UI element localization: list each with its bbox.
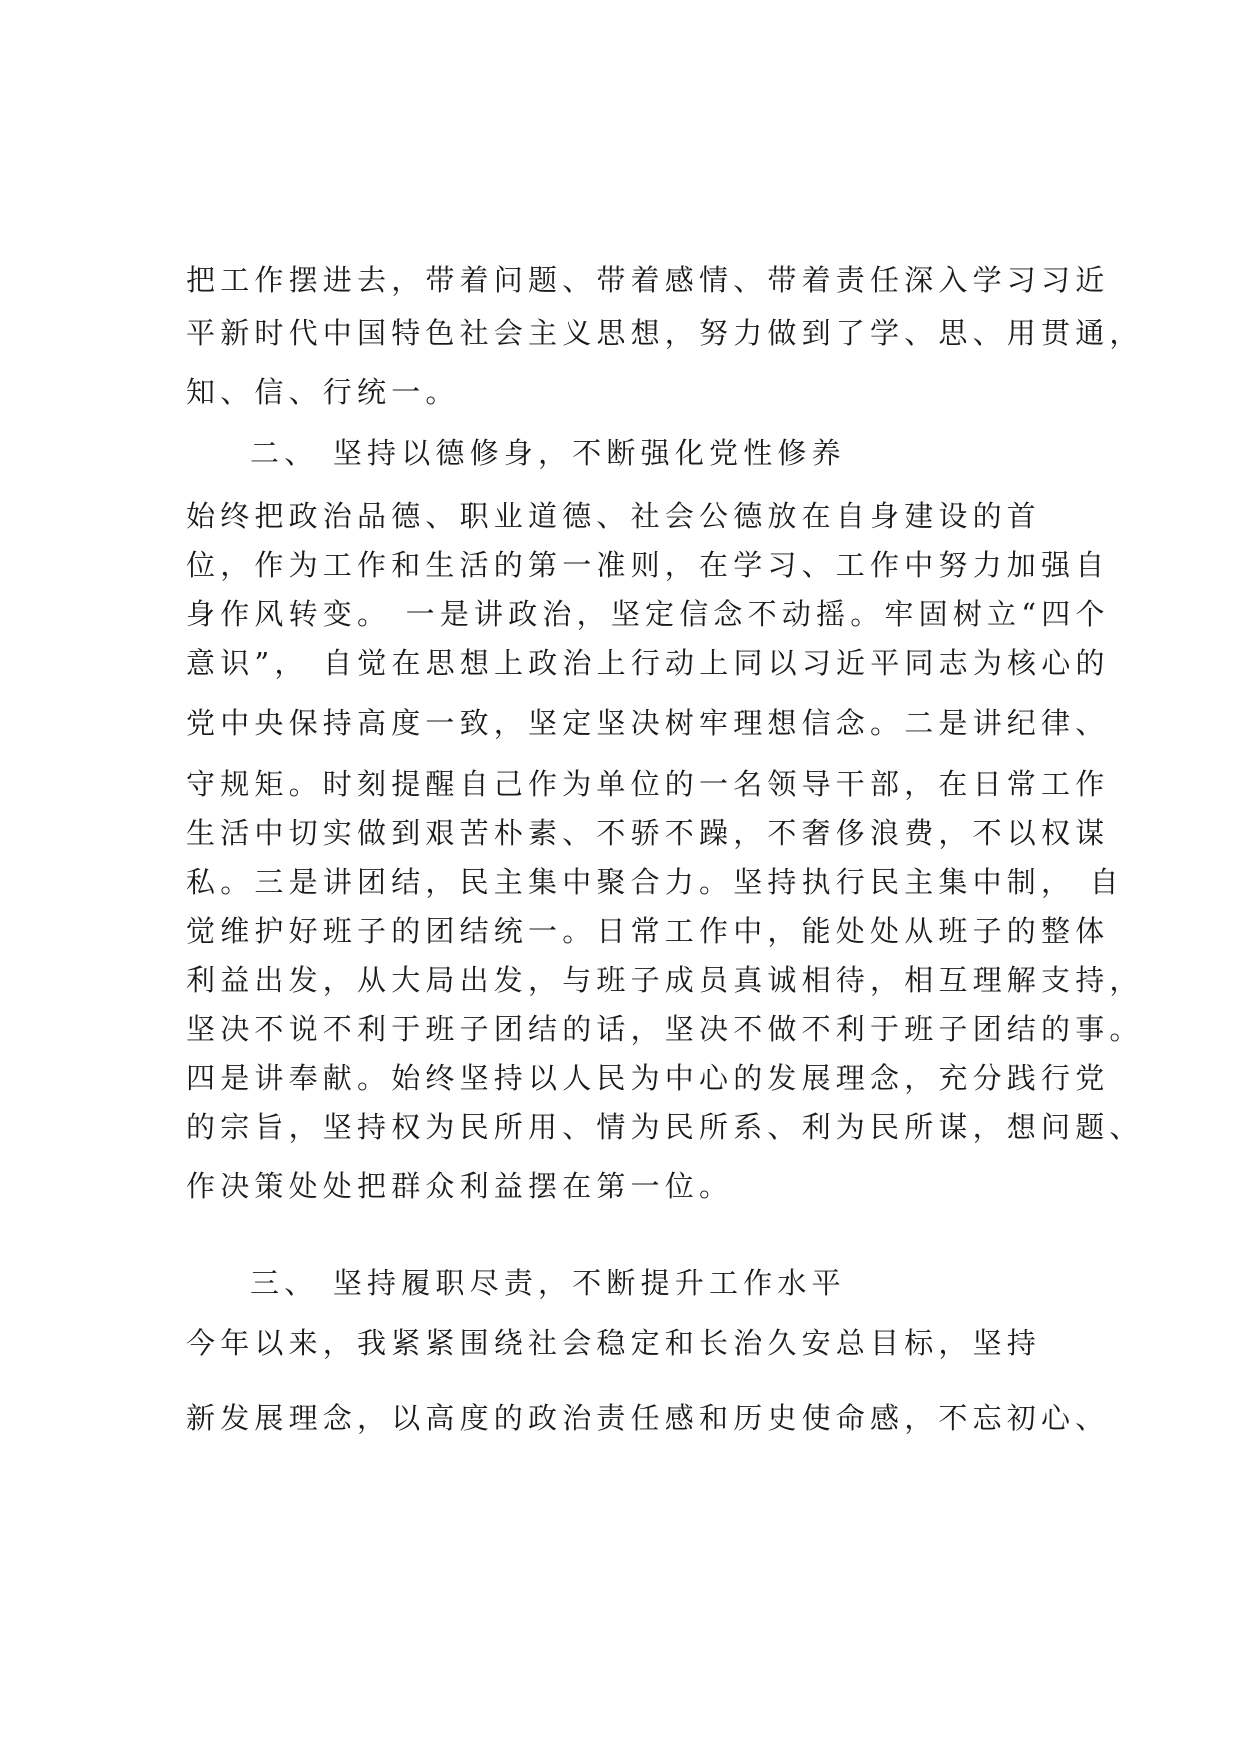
body-text-line: 位，作为工作和生活的第一准则，在学习、工作中努力加强自 (186, 548, 1110, 582)
body-text-line: 觉维护好班子的团结统一。日常工作中，能处处从班子的整体 (186, 914, 1110, 948)
section-heading-2: 二、 坚持以德修身，不断强化党性修养 (250, 436, 846, 470)
body-text-line: 始终把政治品德、职业道德、社会公德放在自身建设的首 (186, 499, 1042, 533)
body-text-line: 党中央保持高度一致，坚定坚决树牢理想信念。二是讲纪律、 (186, 706, 1110, 740)
body-text-line: 今年以来，我紧紧围绕社会稳定和长治久安总目标，坚持 (186, 1326, 1042, 1360)
section-heading-3: 三、 坚持履职尽责，不断提升工作水平 (250, 1266, 846, 1300)
body-text-line: 知、信、行统一。 (186, 375, 460, 409)
body-text-line: 四是讲奉献。始终坚持以人民为中心的发展理念，充分践行党 (186, 1061, 1110, 1095)
body-text-line: 作决策处处把群众利益摆在第一位。 (186, 1169, 734, 1203)
body-text-line: 守规矩。时刻提醒自己作为单位的一名领导干部，在日常工作 (186, 767, 1110, 801)
body-text-line: 平新时代中国特色社会主义思想，努力做到了学、思、用贯通， (186, 316, 1144, 350)
body-text-line: 利益出发，从大局出发，与班子成员真诚相待，相互理解支持， (186, 963, 1144, 997)
body-text-line: 生活中切实做到艰苦朴素、不骄不躁，不奢侈浪费，不以权谋 (186, 816, 1110, 850)
body-text-line: 身作风转变。 一是讲政治，坚定信念不动摇。牢固树立“四个 (186, 597, 1110, 631)
body-text-line: 把工作摆进去，带着问题、带着感情、带着责任深入学习习近 (186, 263, 1110, 297)
body-text-line: 私。三是讲团结，民主集中聚合力。坚持执行民主集中制， 自 (186, 865, 1124, 899)
body-text-line: 意识”， 自觉在思想上政治上行动上同以习近平同志为核心的 (186, 646, 1110, 680)
body-text-line: 坚决不说不利于班子团结的话，坚决不做不利于班子团结的事。 (186, 1012, 1144, 1046)
body-text-line: 新发展理念，以高度的政治责任感和历史使命感，不忘初心、 (186, 1401, 1110, 1435)
body-text-line: 的宗旨，坚持权为民所用、情为民所系、利为民所谋，想问题、 (186, 1110, 1144, 1144)
